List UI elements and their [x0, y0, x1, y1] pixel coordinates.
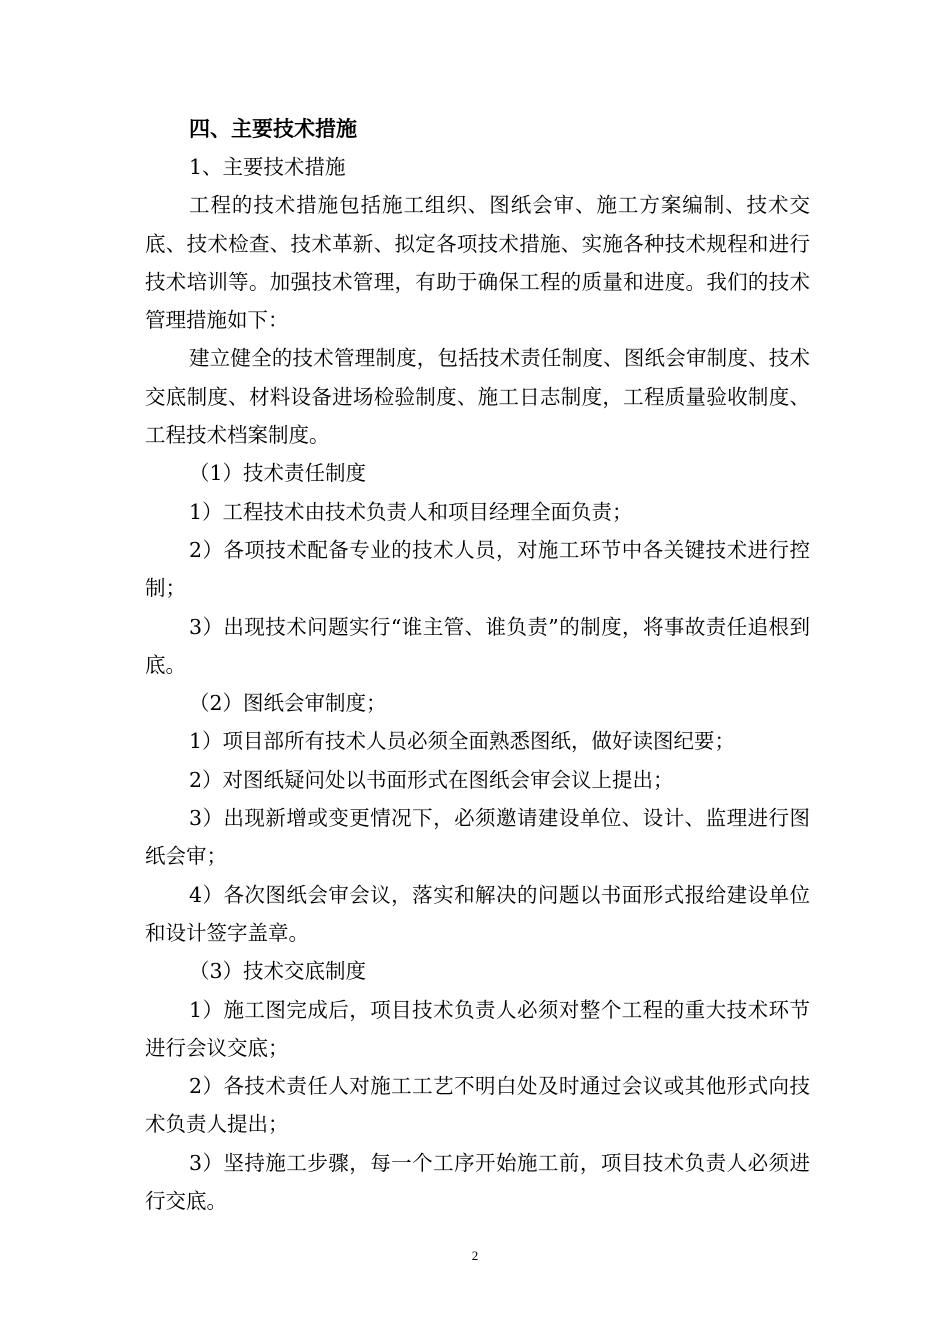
- paragraph-responsibility-3: 3）出现技术问题实行“谁主管、谁负责”的制度，将事故责任追根到底。: [145, 614, 810, 677]
- paragraph-system: 建立健全的技术管理制度，包括技术责任制度、图纸会审制度、技术交底制度、材料设备进场检验制度、施工日志制度，工程质量验收制度、工程技术档案制度。: [145, 346, 810, 448]
- paragraph-disclosure-1: 1）施工图完成后，项目技术负责人必须对整个工程的重大技术环节进行会议交底；: [145, 997, 810, 1060]
- paragraph-responsibility-title: （1）技术责任制度: [189, 461, 367, 486]
- page-content: [145, 110, 810, 1220]
- paragraph-drawing-review-3: 3）出现新增或变更情况下，必须邀请建设单位、设计、监理进行图纸会审；: [145, 806, 810, 869]
- paragraph-disclosure-title: （3）技术交底制度: [189, 959, 367, 984]
- section-heading: 四、主要技术措施: [189, 116, 357, 141]
- paragraph-disclosure-2: 2）各技术责任人对施工工艺不明白处及时通过会议或其他形式向技术负责人提出；: [145, 1074, 810, 1137]
- paragraph-disclosure-3: 3）坚持施工步骤，每一个工序开始施工前，项目技术负责人必须进行交底。: [145, 1150, 810, 1214]
- paragraph-drawing-review-1: 1）项目部所有技术人员必须全面熟悉图纸，做好读图纪要；: [189, 729, 736, 754]
- paragraph-drawing-review-2: 2）对图纸疑问处以书面形式在图纸会审会议上提出；: [189, 767, 674, 792]
- page-number: 2: [471, 1248, 479, 1263]
- paragraph-responsibility-1: 1）工程技术由技术负责人和项目经理全面负责；: [189, 499, 633, 524]
- paragraph-subtitle: 1、主要技术措施: [189, 155, 346, 179]
- paragraph-drawing-review-title: （2）图纸会审制度；: [189, 691, 387, 716]
- paragraph-responsibility-2: 2）各项技术配备专业的技术人员，对施工环节中各关键技术进行控制；: [145, 537, 810, 601]
- paragraph-drawing-review-4: 4）各次图纸会审会议，落实和解决的问题以书面形式报给建设单位和设计签字盖章。: [145, 882, 810, 945]
- paragraph-intro: 工程的技术措施包括施工组织、图纸会审、施工方案编制、技术交底、技术检查、技术革新、拟定各项技术措施、实施各种技术规程和进行技术培训等。加强技术管理，有助于确保工程的质量和进度。我们的技术管理措施如下：: [145, 193, 810, 333]
